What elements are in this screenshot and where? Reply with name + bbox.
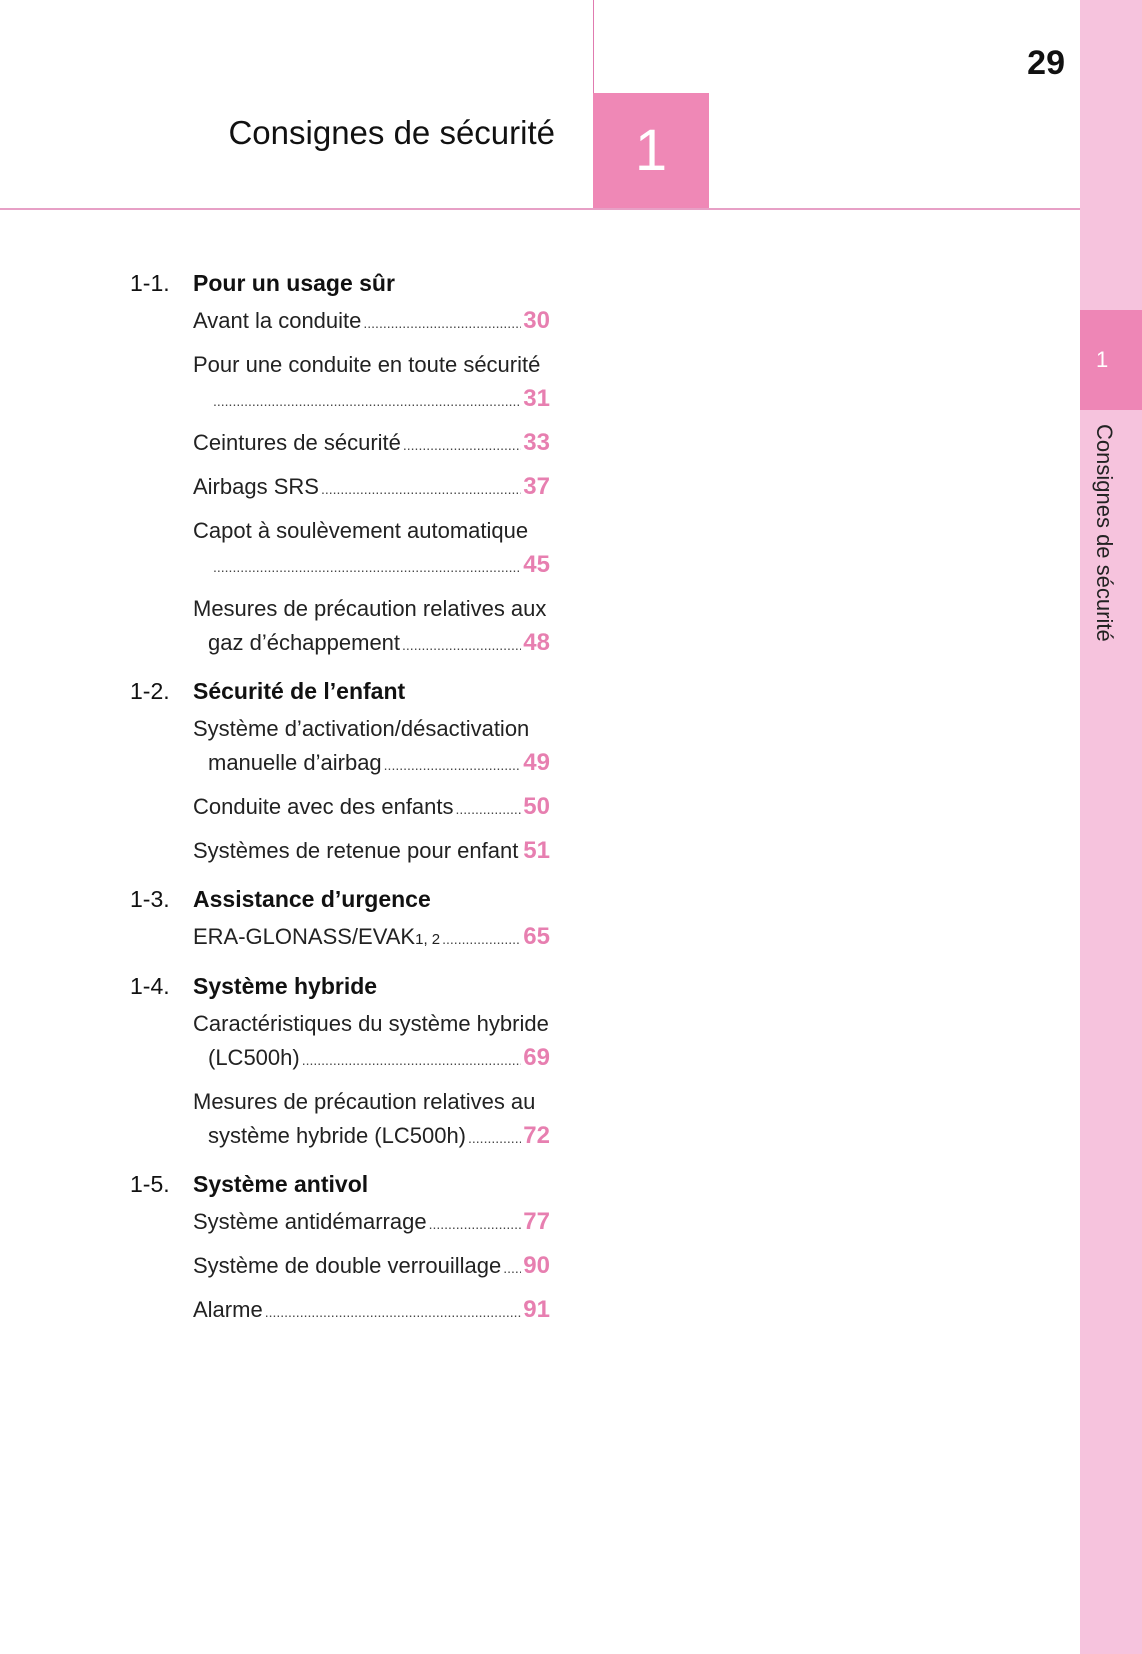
toc-entry[interactable] <box>193 592 550 662</box>
dot-leader <box>403 428 521 462</box>
section-title: Sécurité de l’enfant <box>193 677 406 704</box>
toc-entry[interactable] <box>193 348 550 418</box>
dot-leader <box>265 1295 522 1329</box>
toc-entry[interactable] <box>193 834 550 870</box>
section-title: Assistance d’urgence <box>193 885 431 912</box>
entry-title: Capot à soulèvement automatique <box>193 518 529 543</box>
page-ref[interactable]: 37 <box>523 473 550 500</box>
side-chapter-tab[interactable]: 1 <box>1080 310 1142 410</box>
section-title: Pour un usage sûr <box>193 269 395 296</box>
toc-entry[interactable] <box>193 1293 550 1329</box>
entry-title: Système antidémarrage <box>193 1209 427 1234</box>
side-chapter-label: Consignes de sécurité <box>1092 424 1117 642</box>
header-divider <box>0 208 1080 210</box>
entry-title: Pour une conduite en toute sécurité <box>193 352 541 377</box>
section-number: 1-4. <box>130 972 170 999</box>
toc-section <box>130 670 550 870</box>
section-heading[interactable] <box>130 262 550 304</box>
entry-title: Avant la conduite <box>193 308 362 333</box>
page-ref[interactable]: 48 <box>523 629 550 656</box>
dot-leader <box>213 384 521 418</box>
page-ref[interactable]: 50 <box>523 793 550 820</box>
section-heading[interactable] <box>130 878 550 920</box>
toc-entry[interactable] <box>193 470 550 506</box>
toc-section <box>130 878 550 957</box>
page-ref[interactable]: 51 <box>523 837 550 864</box>
toc-entry[interactable] <box>193 920 550 957</box>
toc-section <box>130 262 550 662</box>
page-ref[interactable]: 49 <box>523 749 550 776</box>
toc-section <box>130 965 550 1155</box>
entry-title: Système d’activation/désactivation <box>193 716 530 741</box>
section-heading[interactable] <box>130 1163 550 1205</box>
entry-title-continued: gaz d’échappement <box>208 630 401 655</box>
entry-title: Système de double verrouillage <box>193 1253 502 1278</box>
table-of-contents <box>130 262 550 1337</box>
dot-leader <box>442 922 521 956</box>
entry-title: Caractéristiques du système hybride <box>193 1011 549 1036</box>
dot-leader <box>321 472 521 506</box>
toc-entry[interactable] <box>193 1205 550 1241</box>
dot-leader <box>456 792 522 826</box>
dot-leader <box>384 748 522 782</box>
footnote-marker: 1, 2 <box>415 931 441 948</box>
section-number: 1-1. <box>130 269 170 296</box>
toc-entry[interactable] <box>193 304 550 340</box>
section-number: 1-3. <box>130 885 170 912</box>
page-ref[interactable]: 33 <box>523 429 550 456</box>
dot-leader <box>468 1121 521 1155</box>
page-ref[interactable]: 77 <box>523 1208 550 1235</box>
entry-title: Ceintures de sécurité <box>193 430 401 455</box>
toc-section <box>130 1163 550 1329</box>
entry-title: Systèmes de retenue pour enfant <box>193 838 519 863</box>
entry-title: Alarme <box>193 1297 263 1322</box>
toc-entry[interactable] <box>193 1085 550 1155</box>
chapter-number-box: 1 <box>593 93 709 209</box>
section-title: Système hybride <box>193 972 378 999</box>
section-heading[interactable] <box>130 965 550 1007</box>
dot-leader <box>363 306 521 340</box>
chapter-title: Consignes de sécurité <box>228 114 555 151</box>
toc-entry[interactable] <box>193 514 550 584</box>
toc-entry[interactable] <box>193 712 550 782</box>
dot-leader <box>213 550 521 584</box>
page-ref[interactable]: 31 <box>523 385 550 412</box>
entry-title: Mesures de précaution relatives au <box>193 1089 536 1114</box>
section-heading[interactable] <box>130 670 550 712</box>
page-ref[interactable]: 91 <box>523 1296 550 1323</box>
page-ref[interactable]: 45 <box>523 551 550 578</box>
entry-title: Conduite avec des enfants <box>193 794 454 819</box>
dot-leader <box>302 1043 522 1077</box>
toc-entry[interactable] <box>193 426 550 462</box>
side-strip <box>1080 0 1142 1654</box>
page-ref[interactable]: 30 <box>523 307 550 334</box>
dot-leader <box>402 628 521 662</box>
entry-title: Mesures de précaution relatives aux <box>193 596 547 621</box>
page-ref[interactable]: 72 <box>523 1122 550 1149</box>
header-divider-vertical <box>593 0 594 94</box>
entry-title: ERA-GLONASS/EVAK <box>193 924 416 949</box>
dot-leader <box>520 836 521 870</box>
entry-title-continued: manuelle d’airbag <box>208 750 382 775</box>
section-number: 1-2. <box>130 677 170 704</box>
toc-entry[interactable] <box>193 1249 550 1285</box>
entry-title-continued: (LC500h) <box>208 1045 300 1070</box>
section-number: 1-5. <box>130 1170 170 1197</box>
entry-title-continued: système hybride (LC500h) <box>208 1123 467 1148</box>
page-ref[interactable]: 65 <box>523 923 550 950</box>
toc-entry[interactable] <box>193 1007 550 1077</box>
page-number: 29 <box>1027 44 1065 82</box>
page-ref[interactable]: 69 <box>523 1044 550 1071</box>
entry-title: Airbags SRS <box>193 474 319 499</box>
page-ref[interactable]: 90 <box>523 1252 550 1279</box>
dot-leader <box>429 1207 522 1241</box>
section-title: Système antivol <box>193 1170 369 1197</box>
toc-entry[interactable] <box>193 790 550 826</box>
dot-leader <box>503 1251 521 1285</box>
